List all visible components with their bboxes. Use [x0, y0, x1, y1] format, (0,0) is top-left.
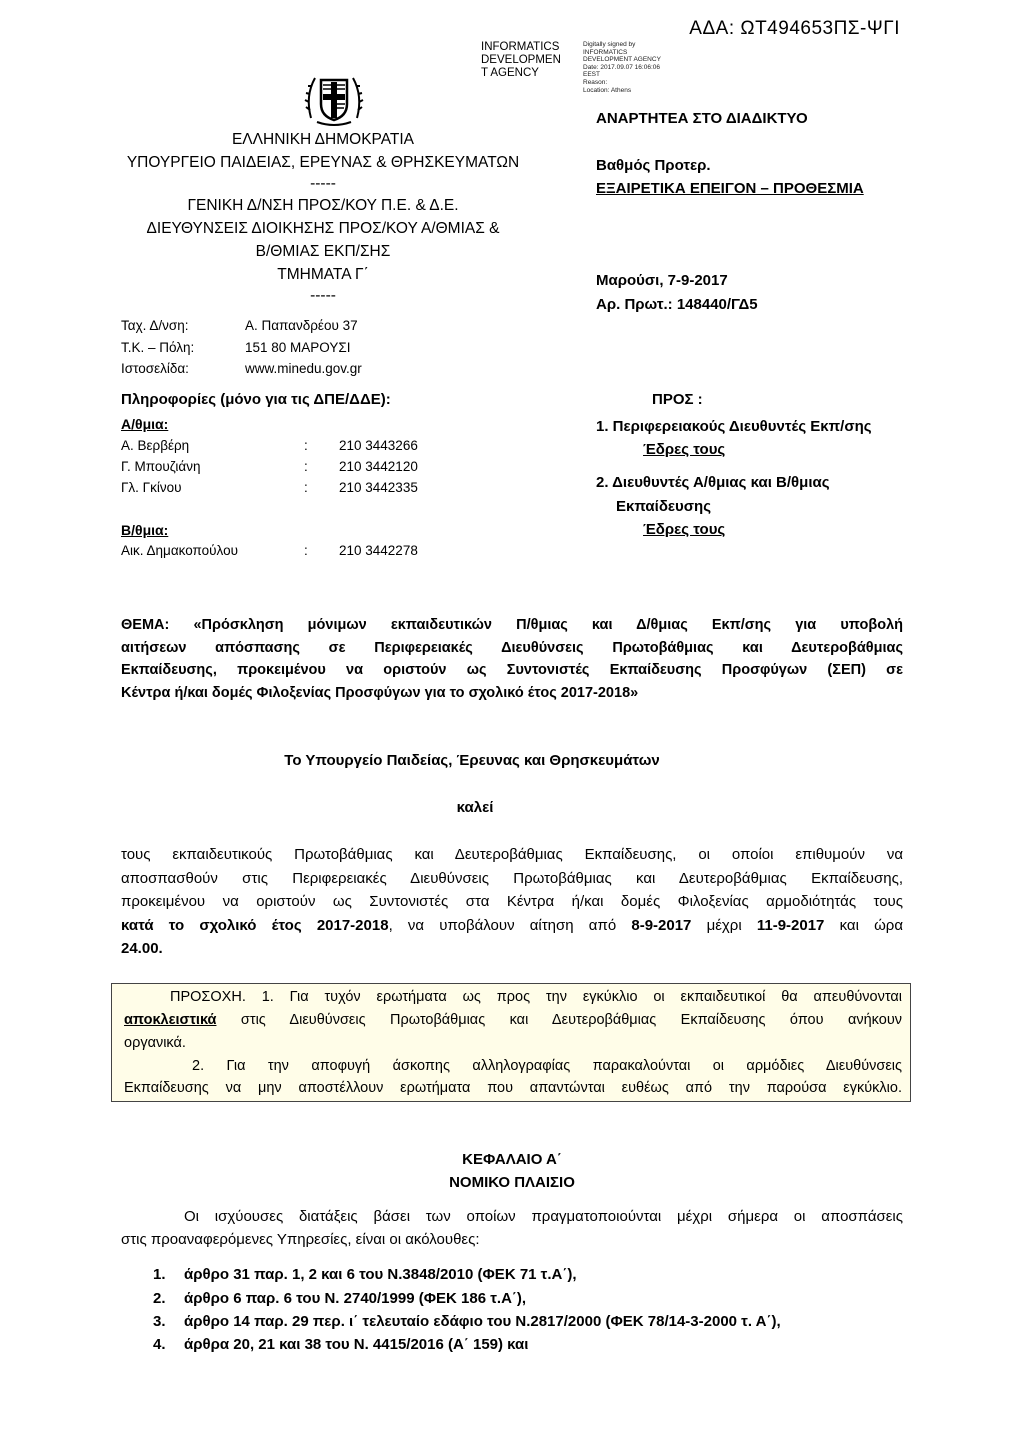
- start-date: 8-9-2017: [631, 916, 692, 934]
- deadline-time: 24.00.: [121, 940, 163, 957]
- list-number: 2.: [153, 1290, 166, 1307]
- priority-value: ΕΞΑΙΡΕΤΙΚΑ ΕΠΕΙΓΟΝ – ΠΡΟΘΕΣΜΙΑ: [596, 180, 864, 197]
- contact-phone: 210 3442335: [339, 480, 418, 495]
- body-line: τους εκπαιδευτικούς Πρωτοβάθμιας και Δευτεροβάθμιας Εκπαίδευσης, οι οποίοι επιθυμούν να: [121, 846, 903, 863]
- priority-label: Βαθμός Προτερ.: [596, 157, 711, 174]
- chapter-title: ΚΕΦΑΛΑΙΟ Α΄: [462, 1151, 562, 1168]
- separator: -----: [310, 175, 336, 192]
- school-year: κατά το σχολικό έτος 2017-2018: [121, 916, 389, 934]
- chapter-intro-line: στις προαναφερόμενες Υπηρεσίες, είναι οι ακόλουθες:: [121, 1231, 480, 1248]
- subject: [121, 614, 903, 704]
- body-line: προκειμένου να οριστούν ως Συντονιστές στα Κέντρα ή/και δομές Φιλοξενίας αρμοδιότητάς τους: [121, 893, 903, 910]
- recipient-2: 2. Διευθυντές Α/θμιας και Β/θμιας: [596, 474, 830, 491]
- signature-detail-line: EEST: [583, 71, 600, 79]
- body-text: και ώρα: [824, 916, 904, 934]
- notice-text: . 1. Για τυχόν ερωτήματα ως προς την εγκύκλιο οι εκπαιδευτικοί θα απευθύνονται: [241, 989, 902, 1005]
- signature-details: [583, 41, 661, 94]
- body-line-dates: [121, 914, 903, 938]
- ministry-name: ΥΠΟΥΡΓΕΙΟ ΠΑΙΔΕΙΑΣ, ΕΡΕΥΝΑΣ & ΘΡΗΣΚΕΥΜΑΤΩΝ: [126, 154, 520, 171]
- document-date: Μαρούσι, 7-9-2017: [596, 272, 728, 289]
- ministry-header: [118, 128, 528, 306]
- notice-line: οργανικά.: [124, 1035, 186, 1051]
- address-value: www.minedu.gov.gr: [245, 361, 362, 376]
- signature-detail-line: Location: Athens: [583, 86, 632, 94]
- signature-detail-line: Reason:: [583, 78, 608, 86]
- separator: -----: [310, 287, 336, 304]
- contact-phone: 210 3442120: [339, 459, 418, 474]
- post-online-label: ΑΝΑΡΤΗΤΕΑ ΣΤΟ ΔΙΑΔΙΚΤΥΟ: [596, 110, 808, 127]
- signature-detail-line: Date: 2017.09.07 16:06:06: [583, 63, 660, 71]
- notice-line: [170, 986, 902, 1008]
- signature-detail-line: INFORMATICS: [583, 48, 628, 56]
- signature-detail-line: DEVELOPMENT AGENCY: [583, 56, 661, 64]
- signature-name-line: INFORMATICS: [481, 41, 560, 53]
- contact-name: Γ. Μπουζιάνη: [121, 459, 201, 474]
- contact-name: Γλ. Γκίνου: [121, 480, 182, 495]
- subject-line: αιτήσεων απόσπασης σε Περιφερειακές Διευθύνσεις Πρωτοβάθμιας και Δευτεροβάθμιας: [121, 639, 903, 656]
- body-text: μέχρι: [691, 916, 757, 934]
- list-text: άρθρο 31 παρ. 1, 2 και 6 του Ν.3848/2010 (ΦΕΚ 71 τ.Α΄),: [184, 1266, 577, 1283]
- recipient-2-cont: Εκπαίδευσης: [616, 498, 711, 515]
- address-label: Τ.Κ. – Πόλη:: [121, 340, 195, 355]
- signature-name-line: T AGENCY: [481, 67, 539, 79]
- notice-emphasis: αποκλειστικά: [124, 1012, 217, 1028]
- ada-code: ΑΔΑ: ΩΤ494653ΠΣ-ΨΓΙ: [689, 18, 900, 39]
- subject-line-last: Κέντρα ή/και δομές Φιλοξενίας Προσφύγων για το σχολικό έτος 2017-2018»: [121, 684, 639, 701]
- body-paragraph: [121, 843, 903, 961]
- department-name: ΤΜΗΜΑΤΑ Γ΄: [277, 266, 369, 283]
- info-title: Πληροφορίες (μόνο για τις ΔΠΕ/ΔΔΕ):: [121, 391, 391, 408]
- notice-label: ΠΡΟΣΟΧΗ: [170, 989, 242, 1005]
- signature-name: [481, 41, 561, 80]
- notice-text: στις Διευθύνσεις Πρωτοβάθμιας και Δευτεροβάθμιας Εκπαίδευσης όπου ανήκουν: [216, 1012, 902, 1028]
- contact-phone: 210 3443266: [339, 438, 418, 453]
- address-label: Ταχ. Δ/νση:: [121, 318, 189, 333]
- contact-sep: :: [304, 480, 308, 495]
- recipients-label: ΠΡΟΣ :: [652, 391, 703, 408]
- directorate-line: Β/ΘΜΙΑΣ ΕΚΠ/ΣΗΣ: [255, 243, 391, 260]
- list-text: άρθρο 6 παρ. 6 του Ν. 2740/1999 (ΦΕΚ 186 τ.Α΄),: [184, 1290, 527, 1307]
- subject-line: ΘΕΜΑ: «Πρόσκληση μόνιμων εκπαιδευτικών Π/θμιας και Δ/θμιας Εκπ/σης για υποβολή: [121, 617, 903, 633]
- protocol-number: Αρ. Πρωτ.: 148440/ΓΔ5: [596, 296, 758, 313]
- notice-line: 2. Για την αποφυγή άσκοπης αλληλογραφίας παρακαλούνται οι αρμόδιες Διευθύνσεις: [192, 1058, 902, 1074]
- republic-title: ΕΛΛΗΝΙΚΗ ΔΗΜΟΚΡΑΤΙΑ: [231, 131, 415, 148]
- calls-verb: καλεί: [456, 799, 494, 816]
- list-number: 4.: [153, 1336, 166, 1353]
- contact-phone: 210 3442278: [339, 543, 418, 558]
- hellenic-republic-emblem-icon: [303, 66, 365, 128]
- body-line: αποσπασθούν στις Περιφερειακές Διευθύνσεις Πρωτοβάθμιας και Δευτεροβάθμιας Εκπαίδευσης,: [121, 869, 903, 887]
- ministry-calls: Το Υπουργείο Παιδείας, Έρευνας και Θρησκευμάτων: [284, 752, 660, 769]
- signature-name-line: DEVELOPMEN: [481, 54, 561, 66]
- notice-line: [124, 1009, 902, 1031]
- recipient-2-sub: Έδρες τους: [643, 521, 726, 538]
- recipient-1: 1. Περιφερειακούς Διευθυντές Εκπ/σης: [596, 418, 872, 435]
- directorate-line: ΔΙΕΥΘΥΝΣΕΙΣ ΔΙΟΙΚΗΣΗΣ ΠΡΟΣ/ΚΟΥ Α/ΘΜΙΑΣ &: [146, 220, 500, 237]
- chapter-intro: [184, 1208, 903, 1225]
- end-date: 11-9-2017: [756, 916, 825, 934]
- chapter-subtitle: ΝΟΜΙΚΟ ΠΛΑΙΣΙΟ: [449, 1174, 575, 1191]
- contact-sep: :: [304, 438, 308, 453]
- chapter-intro-line: Οι ισχύουσες διατάξεις βάσει των οποίων πραγματοποιούνται μέχρι σήμερα οι αποσπάσεις: [184, 1208, 903, 1225]
- list-number: 1.: [153, 1266, 166, 1283]
- notice-line: Εκπαίδευσης να μην αποστέλλουν ερωτήματα που απαντώνται ευθέως από την παρούσα εγκύκλιο.: [124, 1080, 902, 1096]
- address-value: 151 80 ΜΑΡΟΥΣΙ: [245, 340, 351, 355]
- info-secondary-heading: Β/θμια:: [121, 522, 169, 538]
- address-label: Ιστοσελίδα:: [121, 361, 189, 376]
- list-number: 3.: [153, 1313, 166, 1330]
- contact-sep: :: [304, 543, 308, 558]
- notice-box: [111, 983, 911, 1102]
- list-text: άρθρο 14 παρ. 29 περ. ι΄ τελευταίο εδάφιο του Ν.2817/2000 (ΦΕΚ 78/14-3-2000 τ. Α΄),: [184, 1313, 781, 1330]
- contact-sep: :: [304, 459, 308, 474]
- info-primary-heading: Α/θμια:: [121, 416, 169, 432]
- list-text: άρθρα 20, 21 και 38 του Ν. 4415/2016 (Α΄ 159) και: [184, 1336, 529, 1353]
- directorate-line: ΓΕΝΙΚΗ Δ/ΝΣΗ ΠΡΟΣ/ΚΟΥ Π.Ε. & Δ.Ε.: [187, 197, 459, 214]
- contact-name: Αικ. Δημακοπούλου: [121, 543, 238, 558]
- subject-line: Εκπαίδευσης, προκειμένου να οριστούν ως Συντονιστές Εκπαίδευσης Προσφύγων (ΣΕΠ) σε: [121, 662, 903, 678]
- signature-detail-line: Digitally signed by: [583, 41, 636, 48]
- address-value: Α. Παπανδρέου 37: [245, 318, 358, 333]
- recipient-1-sub: Έδρες τους: [643, 441, 726, 458]
- contact-name: Α. Βερβέρη: [121, 438, 190, 453]
- body-text: , να υποβάλουν αίτηση από: [388, 916, 632, 934]
